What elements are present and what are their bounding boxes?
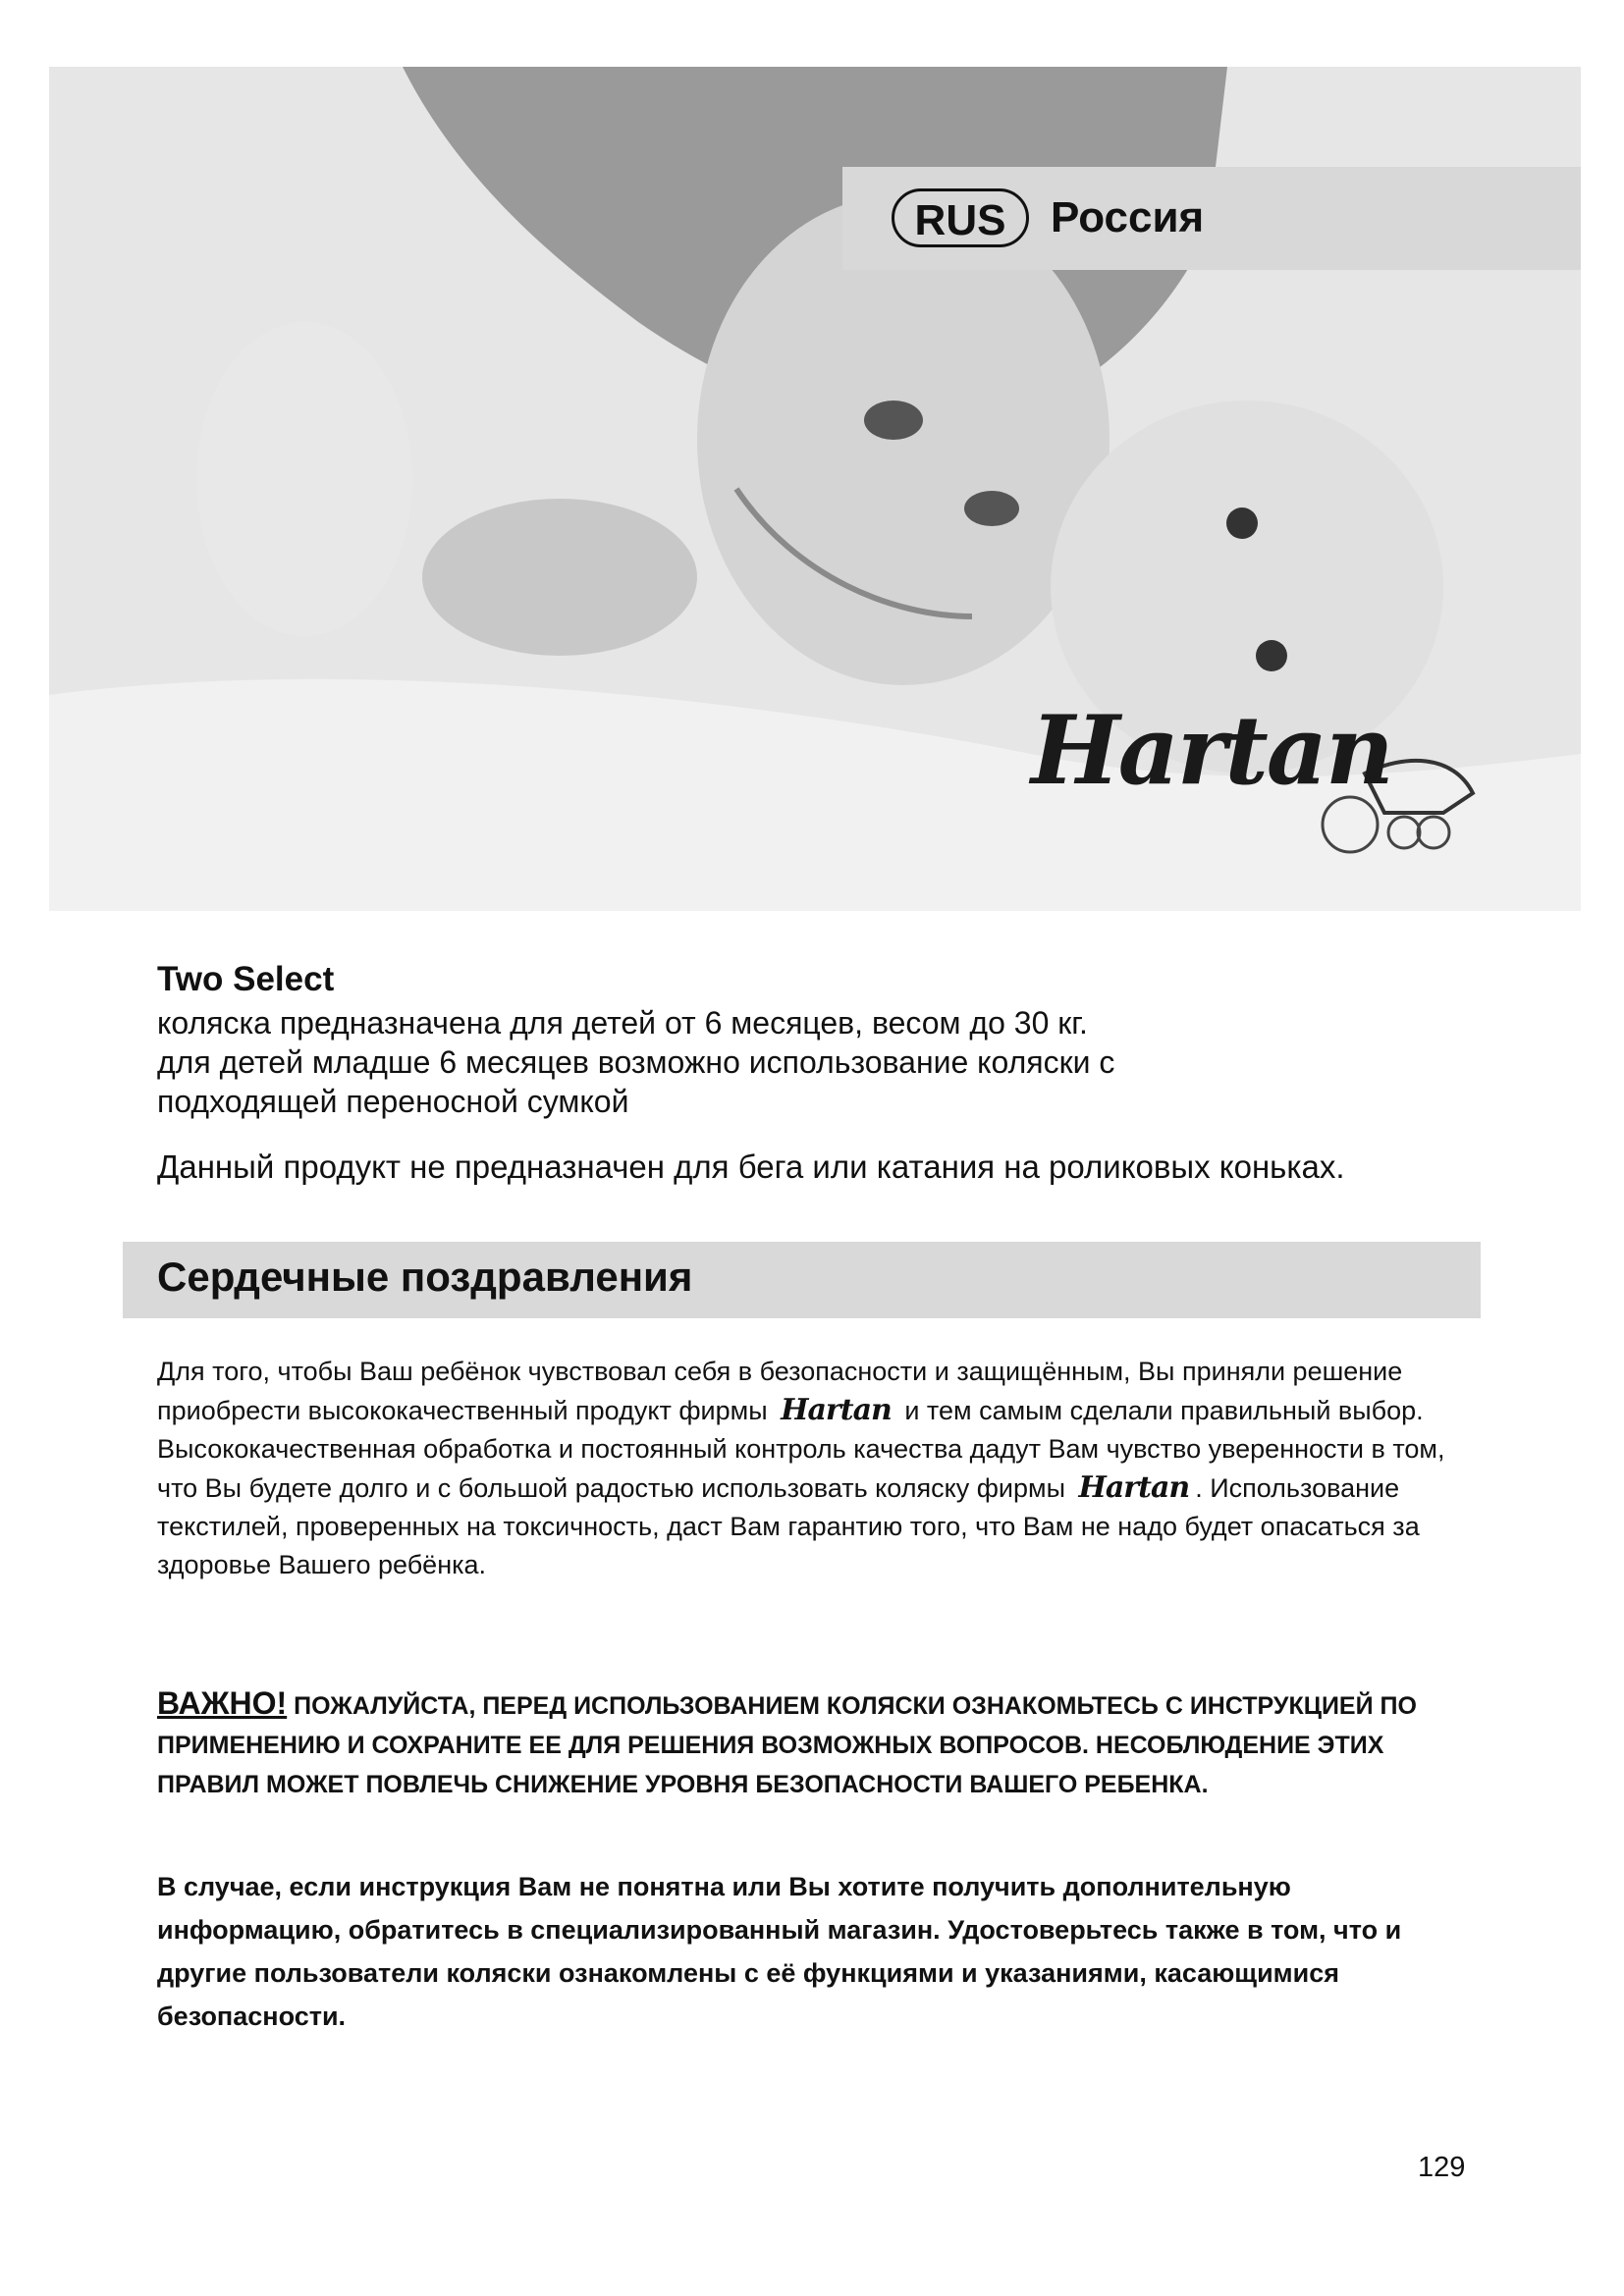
paragraph-text: Для того, чтобы Ваш ребёнок чувствовал себя в безопасности и защищённым, Вы приняли решение приобрести высококачественный продукт фирмы bbox=[157, 1357, 1403, 1425]
page-number: 129 bbox=[1418, 2152, 1466, 2183]
paragraph-text: и тем самым сделали правильный выбор. Высококачественная обработка и постоянный контроль качества дадут Вам чувство уверенности в том, что Вы будете долго и с большой радостью использовать коляску фирмы bbox=[157, 1396, 1445, 1503]
support-notice: В случае, если инструкция Вам не понятна или Вы хотите получить дополнительную информацию, обратитесь в специализированный магазин. Удостоверьтесь также в том, что и другие пользователи коляски ознакомлены с её функциями и указаниями, касающимися безопасности. bbox=[157, 1872, 1402, 2031]
important-label: ВАЖНО! bbox=[157, 1685, 288, 1721]
hartan-inline-logo: Hartan bbox=[1078, 1470, 1190, 1505]
usage-warning: Данный продукт не предназначен для бега или катания на роликовых коньках. bbox=[157, 1148, 1345, 1185]
product-line: подходящей переносной сумкой bbox=[157, 1084, 629, 1119]
hartan-logo: Hartan bbox=[1031, 695, 1392, 806]
product-line: для детей младше 6 месяцев возможно использование коляски с bbox=[157, 1044, 1115, 1080]
language-badge bbox=[842, 167, 1581, 270]
congratulations-paragraph bbox=[157, 1353, 1492, 1584]
product-line: коляска предназначена для детей от 6 месяцев, весом до 30 кг. bbox=[157, 1005, 1088, 1041]
section-title: Сердечные поздравления bbox=[157, 1254, 693, 1300]
important-notice bbox=[157, 1683, 1434, 1804]
paragraph-text: . Использование текстилей, проверенных на токсичность, даст Вам гарантию того, что Вам не надо будет опасаться за здоровье Вашего ребёнка. bbox=[157, 1473, 1420, 1579]
important-text: ПОЖАЛУЙСТА, ПЕРЕД ИСПОЛЬЗОВАНИЕМ КОЛЯСКИ ОЗНАКОМЬТЕСЬ С ИНСТРУКЦИЕЙ ПО ПРИМЕНЕНИЮ И СОХРАНИТЕ ЕЕ ДЛЯ РЕШЕНИЯ ВОЗМОЖНЫХ ВОПРОСОВ. НЕСОБЛЮДЕНИЕ ЭТИХ ПРАВИЛ МОЖЕТ ПОВЛЕЧЬ СНИЖЕНИЕ УРОВНЯ БЕЗОПАСНОСТИ ВАШЕГО РЕБЕНКА. bbox=[157, 1692, 1417, 1798]
hartan-inline-logo: Hartan bbox=[781, 1393, 892, 1427]
hero-photo bbox=[49, 67, 1581, 911]
language-name: Россия bbox=[1051, 193, 1205, 241]
section-header bbox=[123, 1242, 1481, 1318]
product-title: Two Select bbox=[157, 960, 335, 998]
language-code: RUS bbox=[892, 188, 1029, 247]
